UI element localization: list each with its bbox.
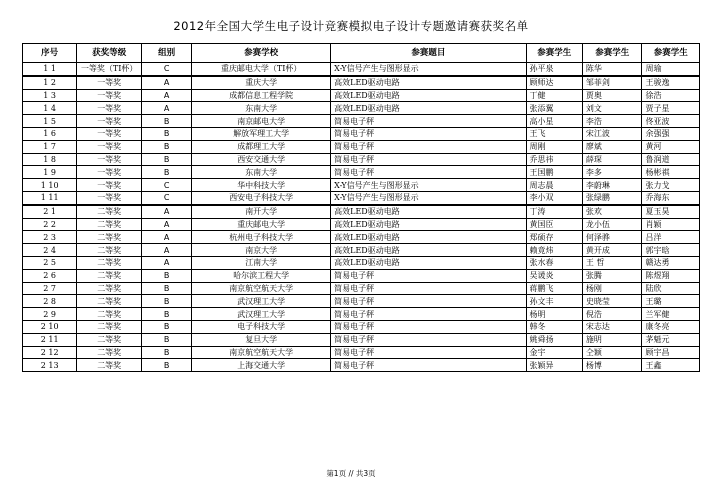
group: B [142, 346, 192, 359]
student-1: 张水春 [526, 256, 582, 269]
group: C [142, 191, 192, 204]
table-row [23, 179, 700, 192]
topic: 简易电子秤 [331, 127, 526, 140]
row-index: 1 7 [23, 140, 77, 153]
header-group: 组别 [142, 44, 192, 63]
topic: X-Y信号产生与图形显示 [331, 63, 526, 76]
school: 解放军理工大学 [192, 127, 331, 140]
student-2: 宋江波 [582, 127, 642, 140]
table-row [23, 115, 700, 128]
topic: 简易电子秤 [331, 295, 526, 308]
student-1: 孙文丰 [526, 295, 582, 308]
school: 电子科技大学 [192, 320, 331, 333]
student-1: 孙平泉 [526, 63, 582, 76]
topic: 简易电子秤 [331, 308, 526, 321]
topic: 简易电子秤 [331, 282, 526, 295]
school: 成都信息工程学院 [192, 89, 331, 102]
award-level: 二等奖 [77, 359, 142, 372]
award-level: 二等奖 [77, 256, 142, 269]
group: B [142, 140, 192, 153]
row-index: 2 4 [23, 244, 77, 257]
student-3: 陆欣 [642, 282, 700, 295]
award-level: 一等奖 [77, 191, 142, 204]
student-2: 薛琛 [582, 153, 642, 166]
group: B [142, 359, 192, 372]
page-footer: 第1页 // 共3页 [326, 469, 376, 478]
school: 重庆邮电大学（TI杯） [192, 63, 331, 76]
topic: 简易电子秤 [331, 153, 526, 166]
row-index: 1 1 [23, 63, 77, 76]
award-level: 一等奖 [77, 179, 142, 192]
document-title: 2012年全国大学生电子设计竞赛模拟电子设计专题邀请赛获奖名单 [173, 19, 529, 33]
student-1: 顾师达 [526, 76, 582, 89]
topic: 高效LED驱动电路 [331, 231, 526, 244]
award-level: 一等奖 [77, 89, 142, 102]
student-1: 丁涛 [526, 205, 582, 218]
table-row [23, 102, 700, 115]
student-2: 贾奥 [582, 89, 642, 102]
header-index: 序号 [23, 44, 77, 63]
student-3: 鲁润道 [642, 153, 700, 166]
student-2: 张绿鹏 [582, 191, 642, 204]
student-3: 兰军健 [642, 308, 700, 321]
award-level: 二等奖 [77, 333, 142, 346]
student-2: 张欢 [582, 205, 642, 218]
award-level: 一等奖 [77, 140, 142, 153]
student-1: 姚舜扬 [526, 333, 582, 346]
student-1: 张添翼 [526, 102, 582, 115]
row-index: 2 13 [23, 359, 77, 372]
topic: 简易电子秤 [331, 269, 526, 282]
student-3: 王璐 [642, 295, 700, 308]
table-row [23, 218, 700, 231]
table-row [23, 295, 700, 308]
topic: 高效LED驱动电路 [331, 218, 526, 231]
row-index: 1 3 [23, 89, 77, 102]
award-level: 二等奖 [77, 295, 142, 308]
header-student-1: 参赛学生 [526, 44, 582, 63]
student-2: 张腾 [582, 269, 642, 282]
student-2: 王 哲 [582, 256, 642, 269]
award-level: 二等奖 [77, 320, 142, 333]
header-student-3: 参赛学生 [642, 44, 700, 63]
group: A [142, 256, 192, 269]
student-2: 李浩 [582, 115, 642, 128]
student-3: 乔海东 [642, 191, 700, 204]
row-index: 1 2 [23, 76, 77, 89]
school: 南京邮电大学 [192, 115, 331, 128]
table-row [23, 127, 700, 140]
table-row [23, 166, 700, 179]
student-1: 李小双 [526, 191, 582, 204]
topic: 简易电子秤 [331, 320, 526, 333]
student-2: 李多 [582, 166, 642, 179]
header-topic: 参赛题目 [331, 44, 526, 63]
topic: X-Y信号产生与图形显示 [331, 179, 526, 192]
school: 成都理工大学 [192, 140, 331, 153]
group: B [142, 115, 192, 128]
award-level: 二等奖 [77, 231, 142, 244]
student-1: 张颖异 [526, 359, 582, 372]
student-1: 金宇 [526, 346, 582, 359]
student-1: 丁健 [526, 89, 582, 102]
topic: 简易电子秤 [331, 166, 526, 179]
topic: 高效LED驱动电路 [331, 102, 526, 115]
award-level: 二等奖 [77, 205, 142, 218]
topic: 高效LED驱动电路 [331, 89, 526, 102]
school: 杭州电子科技大学 [192, 231, 331, 244]
group: B [142, 308, 192, 321]
row-index: 1 4 [23, 102, 77, 115]
student-1: 王飞 [526, 127, 582, 140]
student-2: 何泽骅 [582, 231, 642, 244]
table-row [23, 308, 700, 321]
student-1: 王国鹏 [526, 166, 582, 179]
student-2: 刘文 [582, 102, 642, 115]
table-header-row [23, 44, 700, 63]
group: C [142, 179, 192, 192]
school: 武汉理工大学 [192, 295, 331, 308]
student-3: 肖颖 [642, 218, 700, 231]
award-level: 一等奖 [77, 127, 142, 140]
student-2: 施明 [582, 333, 642, 346]
student-3: 赣达勇 [642, 256, 700, 269]
row-index: 2 5 [23, 256, 77, 269]
topic: 简易电子秤 [331, 140, 526, 153]
student-2: 杨刚 [582, 282, 642, 295]
student-2: 李蔚琳 [582, 179, 642, 192]
student-2: 杨博 [582, 359, 642, 372]
student-2: 陈华 [582, 63, 642, 76]
group: B [142, 295, 192, 308]
award-level: 一等奖 [77, 76, 142, 89]
row-index: 1 10 [23, 179, 77, 192]
school: 南京航空航天大学 [192, 346, 331, 359]
school: 江南大学 [192, 256, 331, 269]
topic: 高效LED驱动电路 [331, 76, 526, 89]
student-2: 仝颖 [582, 346, 642, 359]
student-3: 黄河 [642, 140, 700, 153]
student-2: 宋志达 [582, 320, 642, 333]
student-3: 周瑜 [642, 63, 700, 76]
group: A [142, 218, 192, 231]
group: B [142, 153, 192, 166]
student-1: 杨明 [526, 308, 582, 321]
student-3: 郭宇晗 [642, 244, 700, 257]
header-student-2: 参赛学生 [582, 44, 642, 63]
student-1: 乔思祎 [526, 153, 582, 166]
school: 东南大学 [192, 102, 331, 115]
school: 华中科技大学 [192, 179, 331, 192]
group: B [142, 166, 192, 179]
student-2: 龙小伍 [582, 218, 642, 231]
student-3: 康冬亮 [642, 320, 700, 333]
table-row [23, 320, 700, 333]
student-3: 贾子星 [642, 102, 700, 115]
student-3: 顾宇昌 [642, 346, 700, 359]
row-index: 1 9 [23, 166, 77, 179]
table-row [23, 359, 700, 372]
student-3: 陈煜翔 [642, 269, 700, 282]
table-row [23, 244, 700, 257]
school: 西安电子科技大学 [192, 191, 331, 204]
student-1: 高小星 [526, 115, 582, 128]
school: 重庆邮电大学 [192, 218, 331, 231]
school: 南京大学 [192, 244, 331, 257]
student-3: 王骏逸 [642, 76, 700, 89]
table-row [23, 191, 700, 204]
table-row [23, 269, 700, 282]
award-level: 一等奖 [77, 102, 142, 115]
student-2: 廖斌 [582, 140, 642, 153]
student-3: 佟亚波 [642, 115, 700, 128]
row-index: 2 3 [23, 231, 77, 244]
award-level: 一等奖 [77, 153, 142, 166]
student-1: 蒋鹏飞 [526, 282, 582, 295]
table-row [23, 153, 700, 166]
school: 复旦大学 [192, 333, 331, 346]
student-3: 张力戈 [642, 179, 700, 192]
award-level: 二等奖 [77, 346, 142, 359]
topic: 简易电子秤 [331, 359, 526, 372]
row-index: 2 10 [23, 320, 77, 333]
student-3: 夏玉昊 [642, 205, 700, 218]
student-1: 周刚 [526, 140, 582, 153]
award-level: 一等奖 [77, 166, 142, 179]
group: B [142, 333, 192, 346]
table-row [23, 205, 700, 218]
student-1: 韩冬 [526, 320, 582, 333]
row-index: 2 2 [23, 218, 77, 231]
student-2: 倪浩 [582, 308, 642, 321]
school: 南开大学 [192, 205, 331, 218]
topic: 简易电子秤 [331, 333, 526, 346]
student-1: 赖竟炜 [526, 244, 582, 257]
row-index: 2 8 [23, 295, 77, 308]
group: A [142, 102, 192, 115]
table-body [23, 63, 700, 372]
header-school: 参赛学校 [192, 44, 331, 63]
table-row [23, 333, 700, 346]
table-row [23, 346, 700, 359]
header-award-level: 获奖等级 [77, 44, 142, 63]
award-level: 一等奖（TI杯） [77, 63, 142, 76]
student-2: 邹菲剑 [582, 76, 642, 89]
student-1: 周志晨 [526, 179, 582, 192]
group: A [142, 76, 192, 89]
student-3: 王鑫 [642, 359, 700, 372]
group: B [142, 320, 192, 333]
table-row [23, 63, 700, 76]
school: 西安交通大学 [192, 153, 331, 166]
table-row [23, 282, 700, 295]
row-index: 1 11 [23, 191, 77, 204]
student-3: 茅魁元 [642, 333, 700, 346]
group: B [142, 127, 192, 140]
table-row [23, 231, 700, 244]
school: 武汉理工大学 [192, 308, 331, 321]
student-1: 黄国臣 [526, 218, 582, 231]
group: B [142, 282, 192, 295]
row-index: 2 11 [23, 333, 77, 346]
school: 东南大学 [192, 166, 331, 179]
student-3: 徐浩 [642, 89, 700, 102]
awards-table [22, 43, 700, 372]
topic: 简易电子秤 [331, 115, 526, 128]
award-level: 二等奖 [77, 269, 142, 282]
topic: X-Y信号产生与图形显示 [331, 191, 526, 204]
group: A [142, 89, 192, 102]
student-1: 吴谖炎 [526, 269, 582, 282]
award-level: 二等奖 [77, 308, 142, 321]
group: A [142, 231, 192, 244]
award-level: 一等奖 [77, 115, 142, 128]
topic: 高效LED驱动电路 [331, 256, 526, 269]
topic: 高效LED驱动电路 [331, 244, 526, 257]
student-2: 史晓莹 [582, 295, 642, 308]
row-index: 2 12 [23, 346, 77, 359]
row-index: 1 5 [23, 115, 77, 128]
student-3: 吕洋 [642, 231, 700, 244]
topic: 简易电子秤 [331, 346, 526, 359]
school: 南京航空航天大学 [192, 282, 331, 295]
school: 重庆大学 [192, 76, 331, 89]
award-level: 二等奖 [77, 218, 142, 231]
row-index: 2 6 [23, 269, 77, 282]
group: A [142, 205, 192, 218]
group: B [142, 269, 192, 282]
student-2: 黄开成 [582, 244, 642, 257]
award-level: 二等奖 [77, 282, 142, 295]
school: 上海交通大学 [192, 359, 331, 372]
table-row [23, 76, 700, 89]
row-index: 1 8 [23, 153, 77, 166]
school: 哈尔滨工程大学 [192, 269, 331, 282]
row-index: 2 1 [23, 205, 77, 218]
award-level: 二等奖 [77, 244, 142, 257]
table-row [23, 89, 700, 102]
student-3: 余强强 [642, 127, 700, 140]
row-index: 2 7 [23, 282, 77, 295]
group: C [142, 63, 192, 76]
student-3: 杨彬祺 [642, 166, 700, 179]
table-row [23, 256, 700, 269]
row-index: 2 9 [23, 308, 77, 321]
group: A [142, 244, 192, 257]
row-index: 1 6 [23, 127, 77, 140]
table-row [23, 140, 700, 153]
student-1: 郑硕存 [526, 231, 582, 244]
topic: 高效LED驱动电路 [331, 205, 526, 218]
